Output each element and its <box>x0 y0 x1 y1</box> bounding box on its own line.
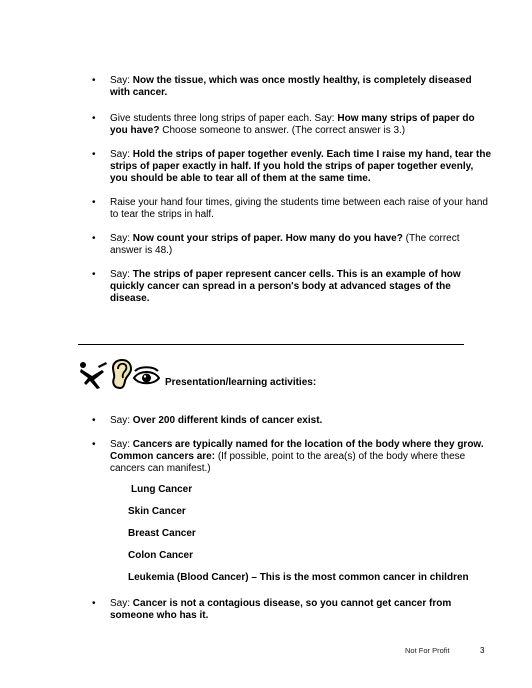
final-list <box>92 598 492 622</box>
list-item: • Say: Now count your strips of paper. How many do you have? (The correct answer is 48.) <box>92 233 492 257</box>
section-title: Presentation/learning activities: <box>165 377 317 388</box>
page-number: 3 <box>480 646 485 655</box>
cancer-lung: Lung Cancer <box>131 484 193 495</box>
list-item: • Say: Now the tissue, which was once mostly healthy, is completely diseased with cancer. <box>92 75 492 99</box>
list-item: • Say: Hold the strips of paper together evenly. Each time I raise my hand, tear the strips of paper exactly in half. If you hold the strips of paper together evenly, you should be able to tear all of them at the same time. <box>92 149 492 185</box>
list-item: • Say: Cancers are typically named for the location of the body where they grow. Common cancers are: (If possible, point to the area(s) of the body where these cancers can manifest.) <box>92 439 492 475</box>
list-item: • Give students three long strips of paper each. Say: How many strips of paper do you have? Choose someone to answer. (The correct answer is 3.) <box>92 113 492 137</box>
list-item: • Say: The strips of paper represent cancer cells. This is an example of how quickly cancer can spread in a person's body at advanced stages of the disease. <box>92 269 492 305</box>
cancer-leukemia: Leukemia (Blood Cancer) – This is the most common cancer in children <box>128 572 469 583</box>
ear-icon <box>113 360 131 388</box>
list-item: • Say: Over 200 different kinds of cancer exist. <box>92 415 492 427</box>
section-divider <box>78 344 464 345</box>
cancer-skin: Skin Cancer <box>128 506 186 517</box>
cancer-breast: Breast Cancer <box>128 528 196 539</box>
eye-icon <box>134 367 159 383</box>
common-cancers-list <box>128 484 469 594</box>
list-item: • Raise your hand four times, giving the students time between each raise of your hand to tear the strips in half. <box>92 197 492 221</box>
presentation-list <box>92 415 492 487</box>
cancer-colon: Colon Cancer <box>128 550 194 561</box>
list-item: • Say: Cancer is not a contagious disease, so you cannot get cancer from someone who has it. <box>92 598 492 622</box>
activity-steps-list <box>92 75 492 317</box>
learning-icons <box>78 358 160 392</box>
running-figure-icon <box>80 362 107 389</box>
footer-text: Not For Profit <box>405 646 450 655</box>
